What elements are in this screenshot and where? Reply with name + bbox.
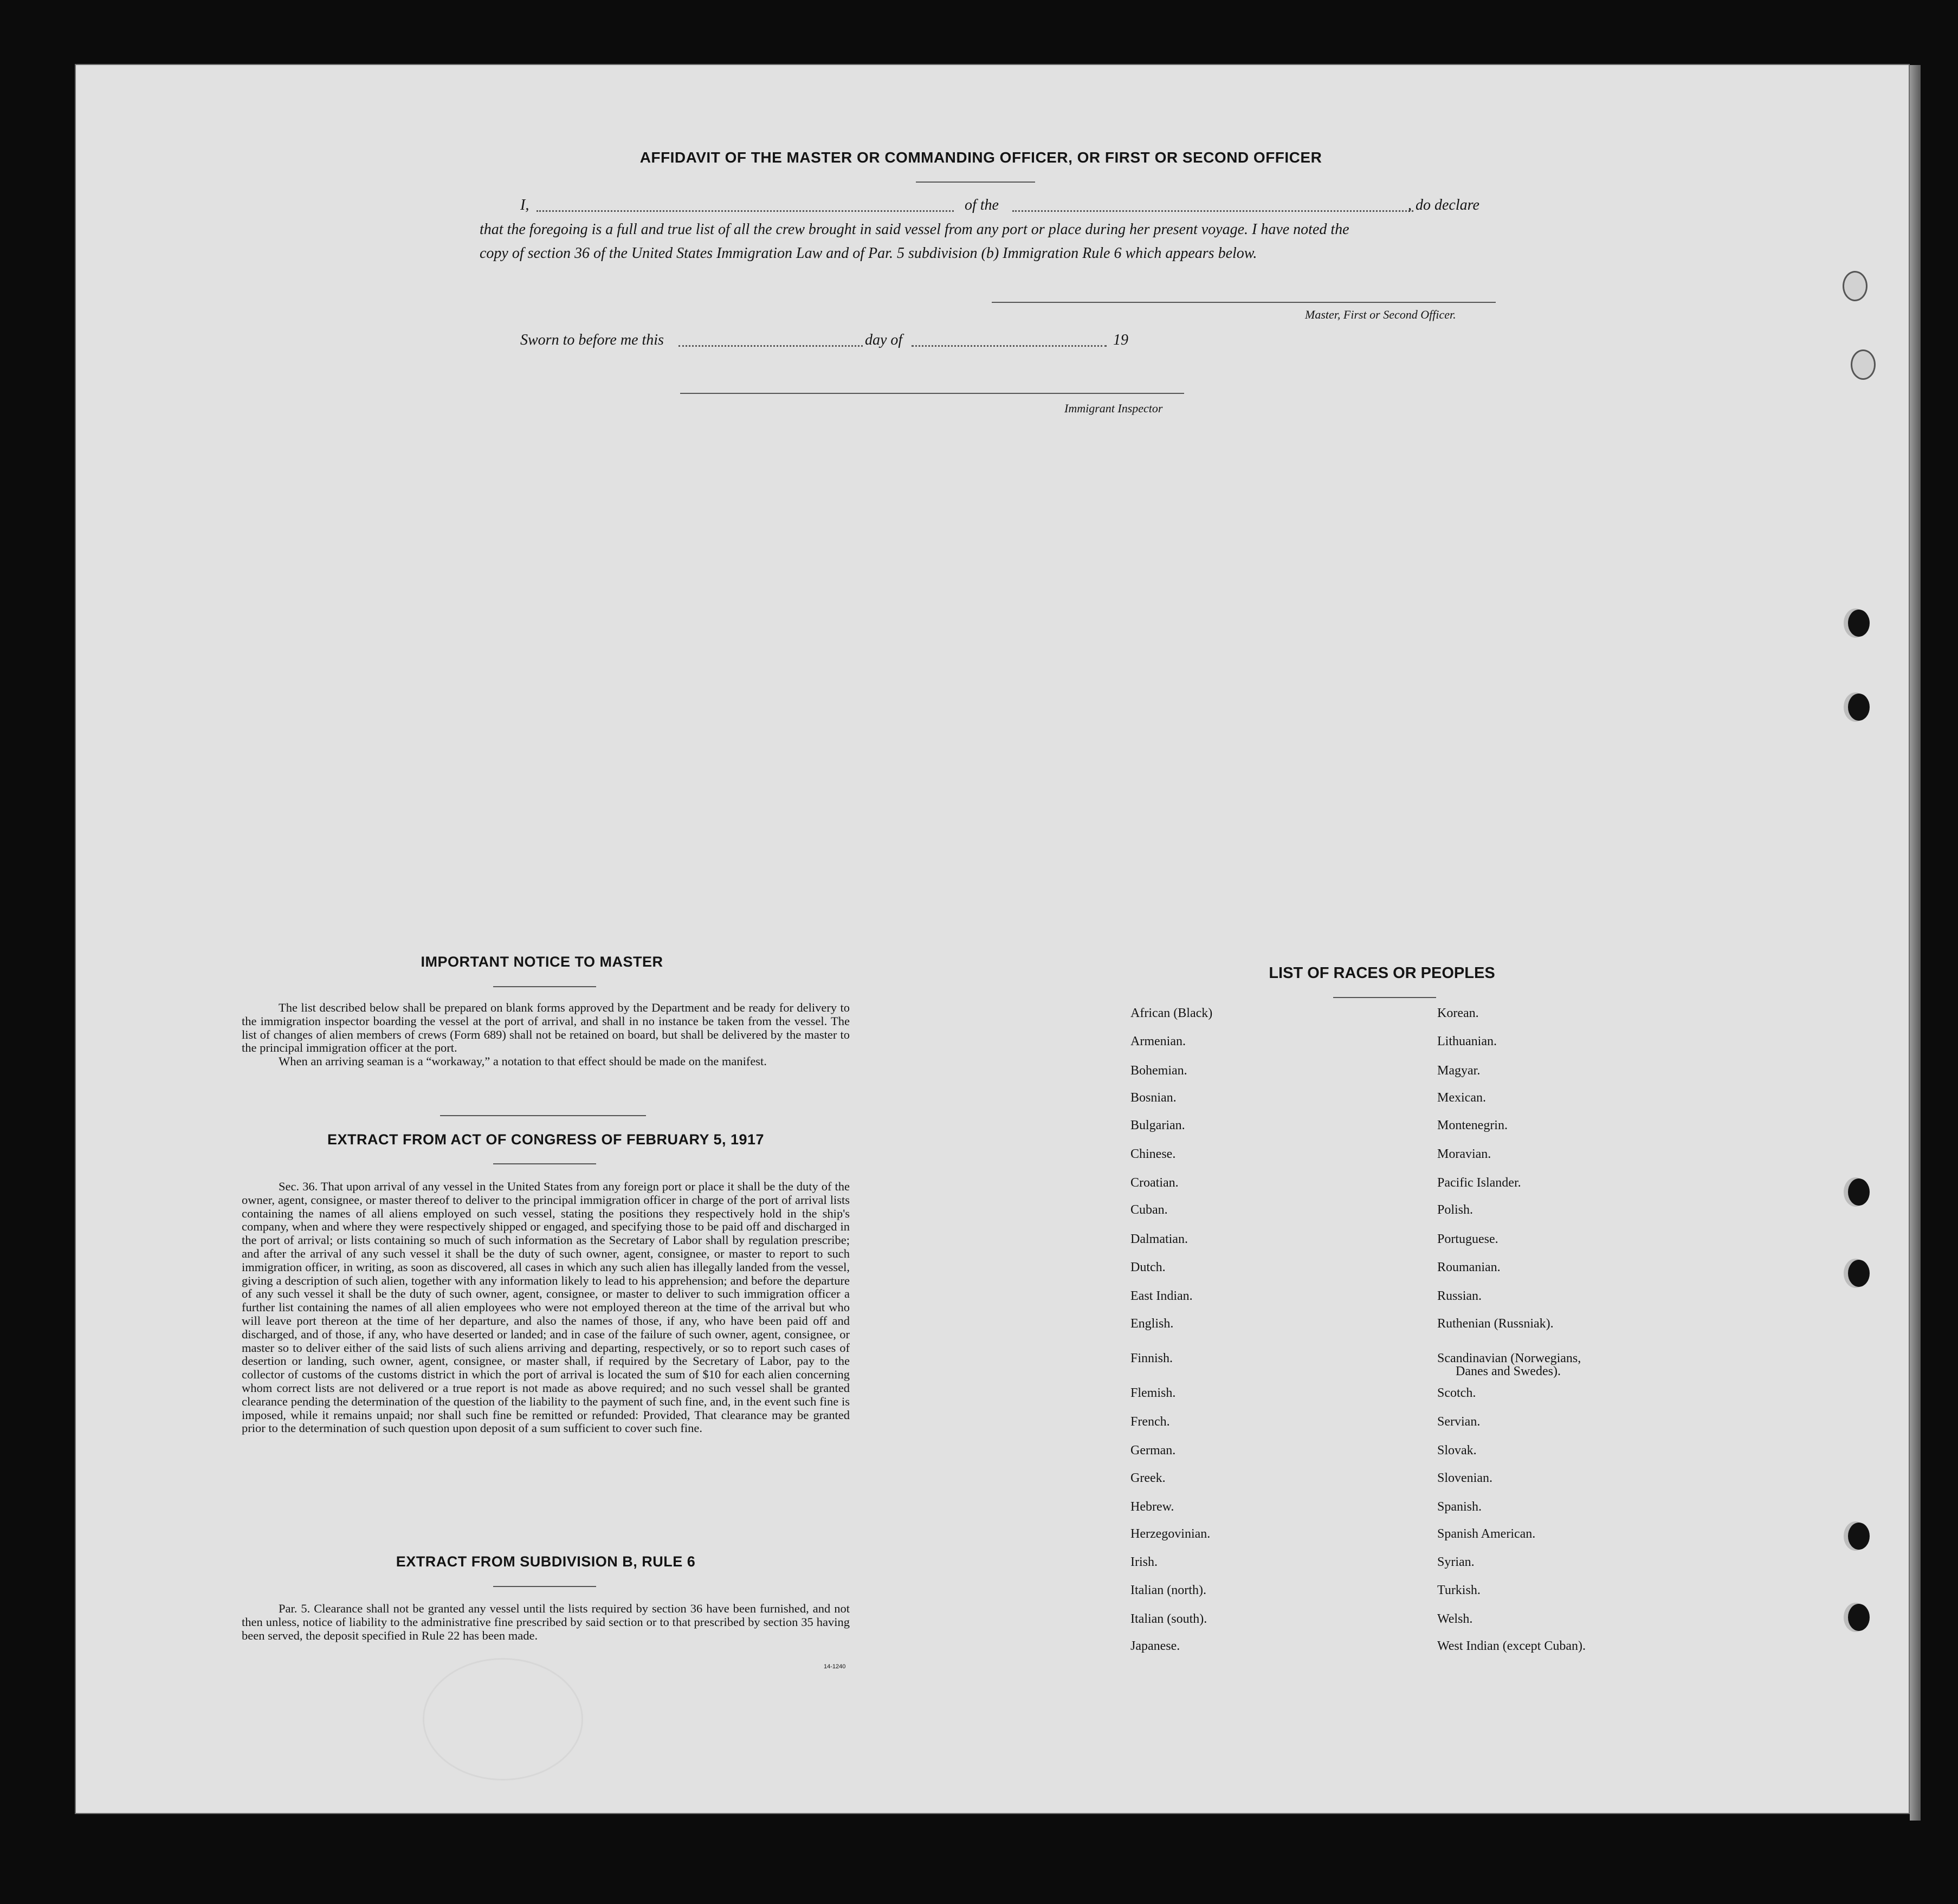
race-item: Finnish.: [1130, 1351, 1173, 1365]
affidavit-declare-label: , do declare: [1408, 197, 1479, 213]
race-item: Croatian.: [1130, 1176, 1179, 1190]
race-item: French.: [1130, 1415, 1170, 1429]
race-item: Welsh.: [1437, 1612, 1473, 1626]
race-item: Bohemian.: [1130, 1064, 1187, 1078]
act-text: [242, 1180, 850, 1435]
race-item: Bosnian.: [1130, 1091, 1177, 1105]
name-blank[interactable]: [537, 210, 954, 212]
page-edge: [1910, 65, 1921, 1821]
day-of-label: day of: [865, 332, 903, 348]
race-item: Bulgarian.: [1130, 1118, 1185, 1132]
race-item: Dutch.: [1130, 1260, 1166, 1274]
race-item: Dalmatian.: [1130, 1232, 1188, 1246]
race-item: Pacific Islander.: [1437, 1176, 1521, 1190]
race-item: East Indian.: [1130, 1289, 1193, 1303]
punch-hole: [1848, 610, 1870, 637]
section-divider: [440, 1115, 646, 1116]
race-item: Cuban.: [1130, 1203, 1168, 1217]
year-prefix: 19: [1113, 332, 1128, 348]
rule-text: [242, 1602, 850, 1642]
race-item: Irish.: [1130, 1555, 1158, 1569]
notice-text: [242, 1001, 850, 1068]
race-item: Herzegovinian.: [1130, 1527, 1211, 1541]
punch-hole: [1848, 694, 1870, 721]
punch-hole: [1848, 1260, 1870, 1287]
notice-paragraph-1: The list described below shall be prepared on blank forms approved by the Department and be ready for delivery to the immigration inspector boarding the vessel at the port of arrival, and shall in no instance be taken from the vessel. The list of changes of alien members of crews (Form 689) shall not be retained on board, but shall be delivered by the master to the principal immigration officer at the port.: [242, 1001, 850, 1055]
punch-hole: [1843, 271, 1867, 301]
race-item: Scotch.: [1437, 1386, 1476, 1400]
race-item: German.: [1130, 1443, 1176, 1458]
rule-heading: EXTRACT FROM SUBDIVISION B, RULE 6: [396, 1553, 696, 1570]
races-title: LIST OF RACES OR PEOPLES: [1269, 964, 1495, 982]
race-item: Scandinavian (Norwegians,: [1437, 1351, 1581, 1365]
notice-heading: IMPORTANT NOTICE TO MASTER: [421, 954, 663, 970]
race-item: Spanish.: [1437, 1500, 1482, 1514]
inspector-signature-line[interactable]: [680, 393, 1184, 394]
title-underline: [916, 182, 1035, 183]
vessel-blank[interactable]: [1012, 210, 1413, 212]
race-item: Spanish American.: [1437, 1527, 1536, 1541]
race-item: Mexican.: [1437, 1091, 1486, 1105]
act-section-36: Sec. 36. That upon arrival of any vessel in the United States from any foreign port or place it shall be the duty of the owner, agent, consignee, or master thereof to deliver to the principal immigration officer in charge of the port of arrival lists containing the names of all aliens employed on such vessel, stating the positions they respectively hold in the ship's company, when and where they were respectively shipped or engaged, and specifying those to be paid off and discharged in the port of arrival; or lists containing so much of such information as the Secretary of Labor shall by regulation prescribe; and after the arrival of any such vessel it shall be the duty of such owner, agent, consignee, or master to report to such immigration officer, in writing, as soon as discovered, all cases in which any such alien has illegally landed from the vessel, giving a description of such alien, together with any information likely to lead to his apprehension; and before the departure of any such vessel it shall be the duty of such owner, agent, consignee, or master to deliver to such immigration officer a further list containing the names of all alien employees who were not employed thereon at the time of the arrival but who will leave port thereon at the time of her departure, and also the names of those, if any, who have been paid off and discharged, and of those, if any, who have deserted or landed; and in case of the failure of such owner, agent, consignee, or master so to deliver either of the said lists of such aliens arriving and departing, respectively, or so to report such cases of desertion or landing, such owner, agent, consignee, or master shall, if required by the Secretary of Labor, pay to the collector of customs of the customs district in which the port of arrival is located the sum of $10 for each alien concerning whom correct lists are not delivered or a true report is not made as above required; and no such vessel shall be granted clearance pending the determination of the question of the liability to the payment of such fine, and, in the event such fine is imposed, while it remains unpaid; nor shall such fine be remitted or refunded: Provided, That clearance may be granted prior to the determination of such question upon deposit of a sum sufficient to cover such fine.: [242, 1180, 850, 1435]
race-item: Lithuanian.: [1437, 1034, 1497, 1048]
race-item: Greek.: [1130, 1471, 1166, 1485]
race-item: Polish.: [1437, 1203, 1474, 1217]
sworn-label: Sworn to before me this: [520, 332, 664, 348]
affidavit-title: AFFIDAVIT OF THE MASTER OR COMMANDING OFFICER, OR FIRST OR SECOND OFFICER: [639, 149, 1322, 166]
race-item: Moravian.: [1437, 1147, 1491, 1161]
inspector-caption: Immigrant Inspector: [1064, 401, 1163, 415]
race-item: Turkish.: [1437, 1583, 1481, 1597]
race-item: Syrian.: [1437, 1555, 1475, 1569]
punch-hole: [1851, 349, 1876, 380]
race-item: Japanese.: [1130, 1639, 1180, 1653]
race-item-continued: Danes and Swedes).: [1456, 1364, 1561, 1378]
sworn-day-blank[interactable]: [678, 345, 863, 347]
race-item: Italian (north).: [1130, 1583, 1206, 1597]
race-item: Slovak.: [1437, 1443, 1477, 1458]
affidavit-i-label: I,: [520, 197, 529, 213]
affidavit-line-3: copy of section 36 of the United States Immigration Law and of Par. 5 subdivision (b) Immigration Rule 6 which appears below.: [480, 245, 1257, 262]
punch-hole: [1848, 1178, 1870, 1206]
affidavit-of-the-label: of the: [965, 197, 999, 213]
race-item: Roumanian.: [1437, 1260, 1501, 1274]
race-item: Korean.: [1437, 1006, 1479, 1020]
races-underline: [1333, 997, 1436, 998]
punch-hole: [1848, 1604, 1870, 1631]
race-item: Hebrew.: [1130, 1500, 1174, 1514]
rule-underline: [493, 1586, 596, 1587]
race-item: Servian.: [1437, 1415, 1481, 1429]
race-item: African (Black): [1130, 1006, 1213, 1020]
sworn-month-blank[interactable]: [912, 345, 1107, 347]
punch-hole: [1848, 1523, 1870, 1550]
notice-paragraph-2: When an arriving seaman is a “workaway,” a notation to that effect should be made on the manifest.: [279, 1054, 767, 1068]
race-item: West Indian (except Cuban).: [1437, 1639, 1586, 1653]
race-item: Italian (south).: [1130, 1612, 1207, 1626]
affidavit-line-2: that the foregoing is a full and true list of all the crew brought in said vessel from any port or place during her present voyage. I have noted the: [480, 221, 1349, 238]
rule-paragraph: Par. 5. Clearance shall not be granted any vessel until the lists required by section 36 have been furnished, and not then unless, notice of liability to the administrative fine prescribed by said section or to that prescribed by section 35 having been served, the deposit specified in Rule 22 has been made.: [242, 1602, 850, 1642]
race-item: Slovenian.: [1437, 1471, 1492, 1485]
act-heading: EXTRACT FROM ACT OF CONGRESS OF FEBRUARY 5, 1917: [327, 1131, 765, 1148]
document-page: [75, 64, 1910, 1814]
race-item: Ruthenian (Russniak).: [1437, 1317, 1554, 1331]
embossed-seal: [423, 1658, 583, 1780]
act-underline: [493, 1163, 596, 1164]
race-item: Chinese.: [1130, 1147, 1176, 1161]
form-number: 14-1240: [824, 1663, 846, 1670]
race-item: Armenian.: [1130, 1034, 1186, 1048]
race-item: Montenegrin.: [1437, 1118, 1508, 1132]
notice-underline: [493, 986, 596, 987]
race-item: Portuguese.: [1437, 1232, 1498, 1246]
officer-signature-line[interactable]: [992, 302, 1496, 303]
race-item: Magyar.: [1437, 1064, 1481, 1078]
race-item: English.: [1130, 1317, 1174, 1331]
race-item: Russian.: [1437, 1289, 1482, 1303]
officer-signature-caption: Master, First or Second Officer.: [1305, 308, 1456, 321]
race-item: Flemish.: [1130, 1386, 1176, 1400]
